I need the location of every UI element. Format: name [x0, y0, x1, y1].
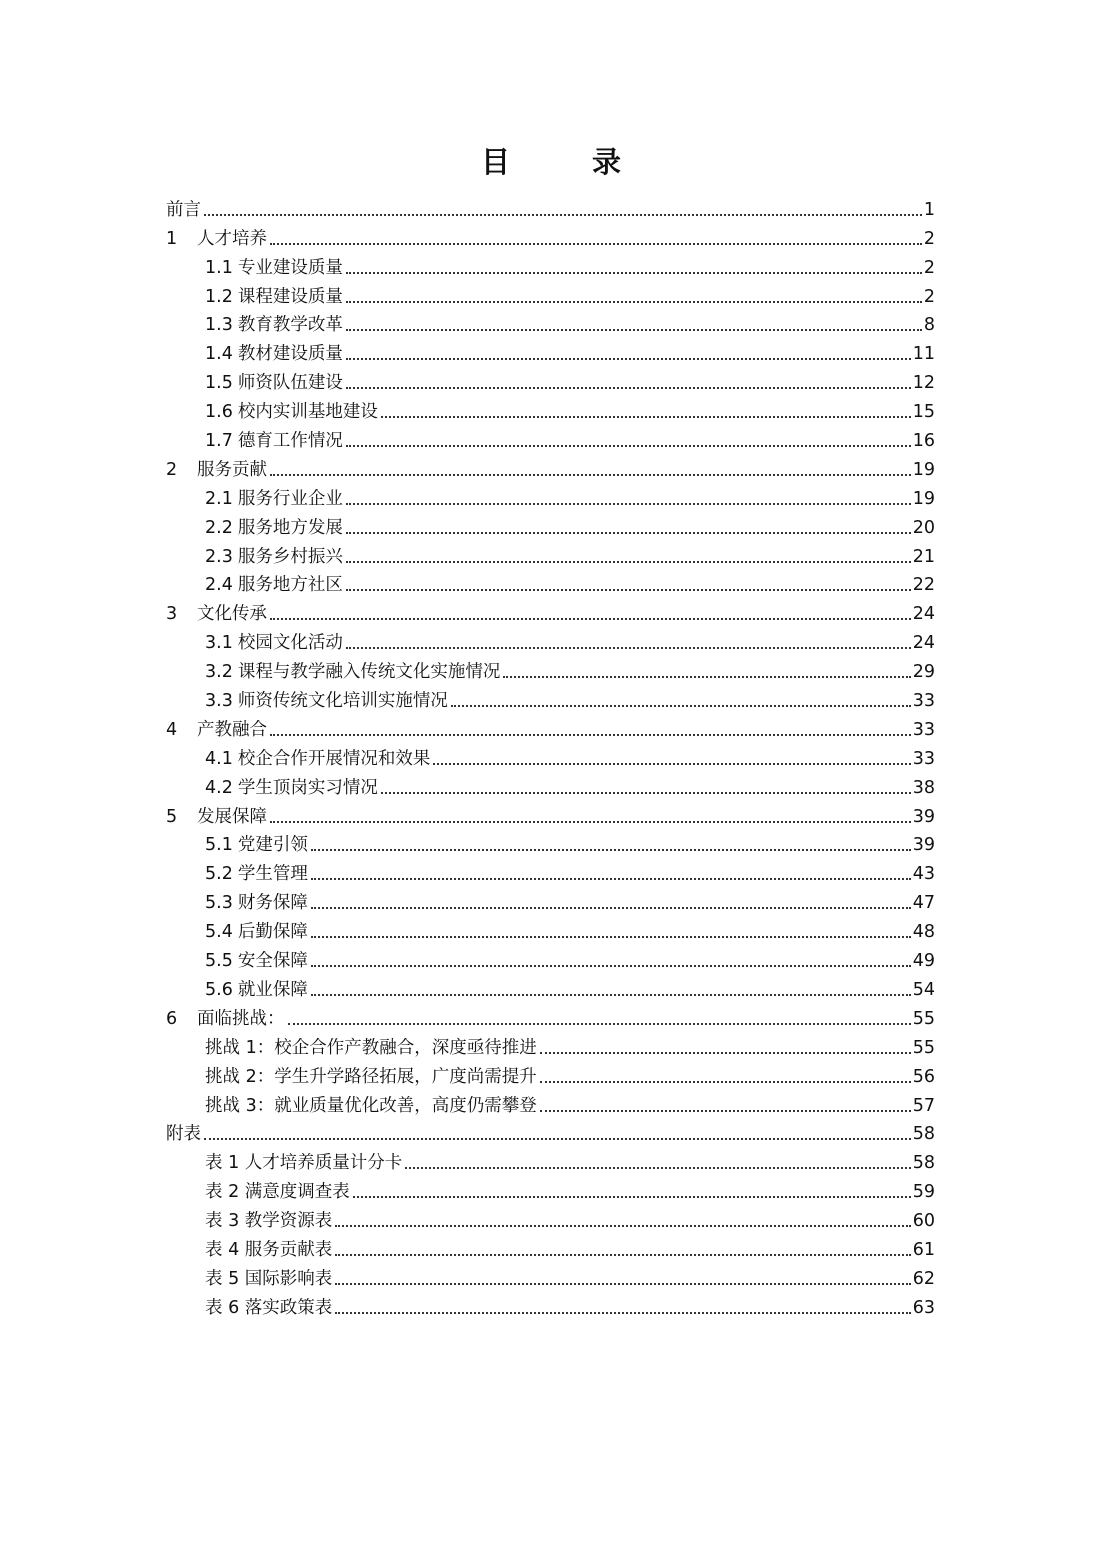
- toc-entry[interactable]: [166, 625, 935, 654]
- toc-entry[interactable]: [166, 394, 935, 423]
- toc-entry[interactable]: [166, 1088, 935, 1117]
- toc-entry[interactable]: [166, 654, 935, 683]
- toc-entry-title: 前言: [166, 199, 201, 220]
- toc-entry-page-number: 61: [912, 1239, 935, 1260]
- dot-leader: [346, 301, 922, 303]
- toc-entry-page-number: 55: [912, 1037, 935, 1058]
- toc-entry-title: 专业建设质量: [237, 257, 343, 278]
- toc-entry-number: 5.4: [205, 922, 233, 943]
- toc-entry-title: 表 2 满意度调查表: [205, 1182, 350, 1203]
- toc-entry-title: 挑战 3：就业质量优化改善，高度仍需攀登: [205, 1095, 537, 1116]
- toc-entry[interactable]: [166, 972, 935, 1001]
- toc-entry-page-number: 60: [912, 1211, 935, 1232]
- toc-entry[interactable]: [166, 423, 935, 452]
- toc-entry-page-number: 48: [912, 922, 935, 943]
- toc-entry-title: 校内实训基地建设: [237, 402, 378, 423]
- table-of-contents: [166, 192, 935, 1319]
- toc-entry[interactable]: [166, 1145, 935, 1174]
- dot-leader: [346, 387, 911, 389]
- toc-entry-number: 6: [166, 1008, 178, 1029]
- toc-entry-page-number: 38: [912, 777, 935, 798]
- toc-entry-page-number: 39: [912, 835, 935, 856]
- dot-leader: [381, 792, 911, 794]
- toc-entry-number: 1.2: [205, 286, 233, 307]
- toc-entry[interactable]: [166, 279, 935, 308]
- toc-entry-number: 5.2: [205, 864, 233, 885]
- toc-entry[interactable]: [166, 741, 935, 770]
- dot-leader: [335, 1283, 910, 1285]
- toc-entry-number: 2.2: [205, 517, 233, 538]
- toc-entry[interactable]: [166, 712, 935, 741]
- dot-leader: [540, 1081, 911, 1083]
- toc-entry-page-number: 58: [912, 1153, 935, 1174]
- toc-entry-page-number: 56: [912, 1066, 935, 1087]
- toc-entry-page-number: 2: [923, 257, 935, 278]
- dot-leader: [335, 1225, 910, 1227]
- dot-leader: [270, 821, 911, 823]
- toc-entry-number: 5.5: [205, 951, 233, 972]
- toc-entry-title: 附表: [166, 1124, 201, 1145]
- toc-entry-page-number: 2: [923, 286, 935, 307]
- toc-entry-page-number: 24: [912, 604, 935, 625]
- dot-leader: [270, 618, 911, 620]
- dot-leader: [270, 474, 911, 476]
- dot-leader: [433, 763, 910, 765]
- toc-entry[interactable]: [166, 221, 935, 250]
- toc-entry-page-number: 62: [912, 1268, 935, 1289]
- toc-entry-title: 校园文化活动: [237, 633, 343, 654]
- toc-entry-page-number: 2: [923, 228, 935, 249]
- dot-leader: [540, 1110, 911, 1112]
- toc-entry[interactable]: [166, 1001, 935, 1030]
- toc-entry-page-number: 33: [912, 719, 935, 740]
- dot-leader: [288, 1023, 911, 1025]
- toc-entry-page-number: 11: [912, 344, 935, 365]
- dot-leader: [346, 329, 922, 331]
- toc-entry-number: 3.3: [205, 691, 233, 712]
- dot-leader: [270, 734, 911, 736]
- toc-entry-title: 挑战 1：校企合作产教融合，深度亟待推进: [205, 1037, 537, 1058]
- toc-entry[interactable]: [166, 885, 935, 914]
- toc-entry-page-number: 29: [912, 662, 935, 683]
- toc-entry-title: 财务保障: [237, 893, 308, 914]
- toc-entry-page-number: 12: [912, 373, 935, 394]
- toc-entry[interactable]: [166, 943, 935, 972]
- toc-entry[interactable]: [166, 1232, 935, 1261]
- toc-entry-title: 挑战 2：学生升学路径拓展，广度尚需提升: [205, 1066, 537, 1087]
- toc-entry[interactable]: [166, 539, 935, 568]
- toc-entry-page-number: 59: [912, 1182, 935, 1203]
- toc-entry[interactable]: [166, 365, 935, 394]
- toc-entry[interactable]: [166, 1203, 935, 1232]
- toc-entry-title: 师资传统文化培训实施情况: [237, 691, 448, 712]
- toc-entry[interactable]: [166, 452, 935, 481]
- dot-leader: [451, 705, 911, 707]
- toc-entry-page-number: 39: [912, 806, 935, 827]
- dot-leader: [353, 1196, 911, 1198]
- dot-leader: [311, 965, 911, 967]
- dot-leader: [311, 907, 911, 909]
- dot-leader: [346, 561, 911, 563]
- toc-entry-title: 服务贡献: [197, 459, 267, 480]
- toc-entry-number: 4.2: [205, 777, 233, 798]
- dot-leader: [335, 1312, 910, 1314]
- toc-entry-number: 1: [166, 228, 178, 249]
- dot-leader: [270, 243, 922, 245]
- toc-entry-page-number: 47: [912, 893, 935, 914]
- toc-entry-title: 德育工作情况: [237, 431, 343, 452]
- toc-entry[interactable]: [166, 481, 935, 510]
- toc-entry-title: 课程与教学融入传统文化实施情况: [237, 662, 501, 683]
- toc-entry-title: 文化传承: [197, 604, 267, 625]
- toc-entry-title: 发展保障: [197, 806, 267, 827]
- toc-entry[interactable]: [166, 1030, 935, 1059]
- toc-entry[interactable]: [166, 828, 935, 857]
- dot-leader: [381, 416, 911, 418]
- toc-entry-title: 服务乡村振兴: [237, 546, 343, 567]
- toc-entry[interactable]: [166, 914, 935, 943]
- toc-entry-title: 课程建设质量: [237, 286, 343, 307]
- toc-entry-title: 教育教学改革: [237, 315, 343, 336]
- toc-entry-page-number: 43: [912, 864, 935, 885]
- dot-leader: [346, 647, 911, 649]
- toc-entry-number: 5.6: [205, 979, 233, 1000]
- toc-entry-title: 党建引领: [237, 835, 308, 856]
- toc-entry[interactable]: [166, 1174, 935, 1203]
- dot-leader: [346, 272, 922, 274]
- toc-entry-page-number: 55: [912, 1008, 935, 1029]
- toc-entry-title: 表 4 服务贡献表: [205, 1239, 333, 1260]
- toc-entry[interactable]: [166, 1059, 935, 1088]
- dot-leader: [346, 358, 911, 360]
- toc-entry-page-number: 33: [912, 748, 935, 769]
- toc-entry-title: 教材建设质量: [237, 344, 343, 365]
- dot-leader: [346, 532, 911, 534]
- toc-entry-page-number: 8: [923, 315, 935, 336]
- dot-leader: [311, 994, 911, 996]
- toc-entry-number: 3: [166, 604, 178, 625]
- toc-entry-number: 3.1: [205, 633, 233, 654]
- toc-entry-number: 2.4: [205, 575, 233, 596]
- toc-entry[interactable]: [166, 799, 935, 828]
- toc-entry[interactable]: [166, 336, 935, 365]
- toc-entry-number: 2.1: [205, 488, 233, 509]
- toc-entry[interactable]: [166, 308, 935, 337]
- toc-entry-page-number: 33: [912, 691, 935, 712]
- dot-leader: [311, 878, 911, 880]
- toc-entry-number: 4: [166, 719, 178, 740]
- toc-entry[interactable]: [166, 1117, 935, 1146]
- toc-entry-number: 3.2: [205, 662, 233, 683]
- toc-entry-number: 1.4: [205, 344, 233, 365]
- toc-entry[interactable]: [166, 683, 935, 712]
- toc-entry-title: 服务地方社区: [237, 575, 343, 596]
- toc-entry-title: 安全保障: [237, 951, 308, 972]
- toc-entry-number: 5: [166, 806, 178, 827]
- toc-entry[interactable]: [166, 568, 935, 597]
- toc-entry-page-number: 58: [912, 1124, 935, 1145]
- toc-entry-page-number: 21: [912, 546, 935, 567]
- toc-entry-title: 表 1 人才培养质量计分卡: [205, 1153, 403, 1174]
- toc-entry-title: 师资队伍建设: [237, 373, 343, 394]
- toc-entry[interactable]: [166, 596, 935, 625]
- toc-entry-title: 校企合作开展情况和效果: [237, 748, 431, 769]
- dot-leader: [503, 676, 910, 678]
- toc-entry-page-number: 16: [912, 431, 935, 452]
- toc-entry-title: 服务地方发展: [237, 517, 343, 538]
- toc-entry-page-number: 54: [912, 979, 935, 1000]
- toc-entry-number: 2: [166, 459, 178, 480]
- toc-entry-title: 就业保障: [237, 979, 308, 1000]
- toc-entry-number: 2.3: [205, 546, 233, 567]
- toc-entry-title: 后勤保障: [237, 922, 308, 943]
- toc-entry-title: 表 6 落实政策表: [205, 1297, 333, 1318]
- toc-entry-page-number: 57: [912, 1095, 935, 1116]
- toc-entry-page-number: 19: [912, 459, 935, 480]
- toc-entry-page-number: 63: [912, 1297, 935, 1318]
- dot-leader: [405, 1167, 910, 1169]
- toc-entry-title: 学生顶岗实习情况: [237, 777, 378, 798]
- toc-entry[interactable]: [166, 250, 935, 279]
- toc-entry-page-number: 49: [912, 951, 935, 972]
- toc-entry-page-number: 20: [912, 517, 935, 538]
- toc-entry-title: 学生管理: [237, 864, 308, 885]
- page-title: 目 录: [480, 145, 658, 179]
- dot-leader: [311, 936, 911, 938]
- toc-entry-number: 1.6: [205, 402, 233, 423]
- toc-entry-title: 表 5 国际影响表: [205, 1268, 333, 1289]
- dot-leader: [346, 445, 911, 447]
- toc-entry-title: 面临挑战：: [197, 1008, 285, 1029]
- toc-entry-title: 人才培养: [197, 228, 267, 249]
- toc-entry-page-number: 15: [912, 402, 935, 423]
- dot-leader: [335, 1254, 910, 1256]
- toc-entry-number: 5.1: [205, 835, 233, 856]
- toc-entry-title: 服务行业企业: [237, 488, 343, 509]
- toc-entry[interactable]: [166, 510, 935, 539]
- toc-entry[interactable]: [166, 1261, 935, 1290]
- dot-leader: [204, 1138, 911, 1140]
- toc-entry-title: 表 3 教学资源表: [205, 1211, 333, 1232]
- toc-entry[interactable]: [166, 770, 935, 799]
- dot-leader: [204, 214, 922, 216]
- toc-entry[interactable]: [166, 856, 935, 885]
- toc-entry-number: 1.7: [205, 431, 233, 452]
- toc-entry-number: 1.3: [205, 315, 233, 336]
- dot-leader: [311, 849, 911, 851]
- toc-entry-number: 1.5: [205, 373, 233, 394]
- toc-entry-page-number: 22: [912, 575, 935, 596]
- toc-entry-number: 5.3: [205, 893, 233, 914]
- toc-entry-number: 4.1: [205, 748, 233, 769]
- toc-entry-title: 产教融合: [197, 719, 267, 740]
- dot-leader: [346, 589, 911, 591]
- toc-entry-number: 1.1: [205, 257, 233, 278]
- dot-leader: [346, 503, 911, 505]
- toc-entry-page-number: 1: [923, 199, 935, 220]
- toc-entry[interactable]: [166, 192, 935, 221]
- toc-entry-page-number: 19: [912, 488, 935, 509]
- toc-entry[interactable]: [166, 1290, 935, 1319]
- dot-leader: [540, 1052, 911, 1054]
- toc-entry-page-number: 24: [912, 633, 935, 654]
